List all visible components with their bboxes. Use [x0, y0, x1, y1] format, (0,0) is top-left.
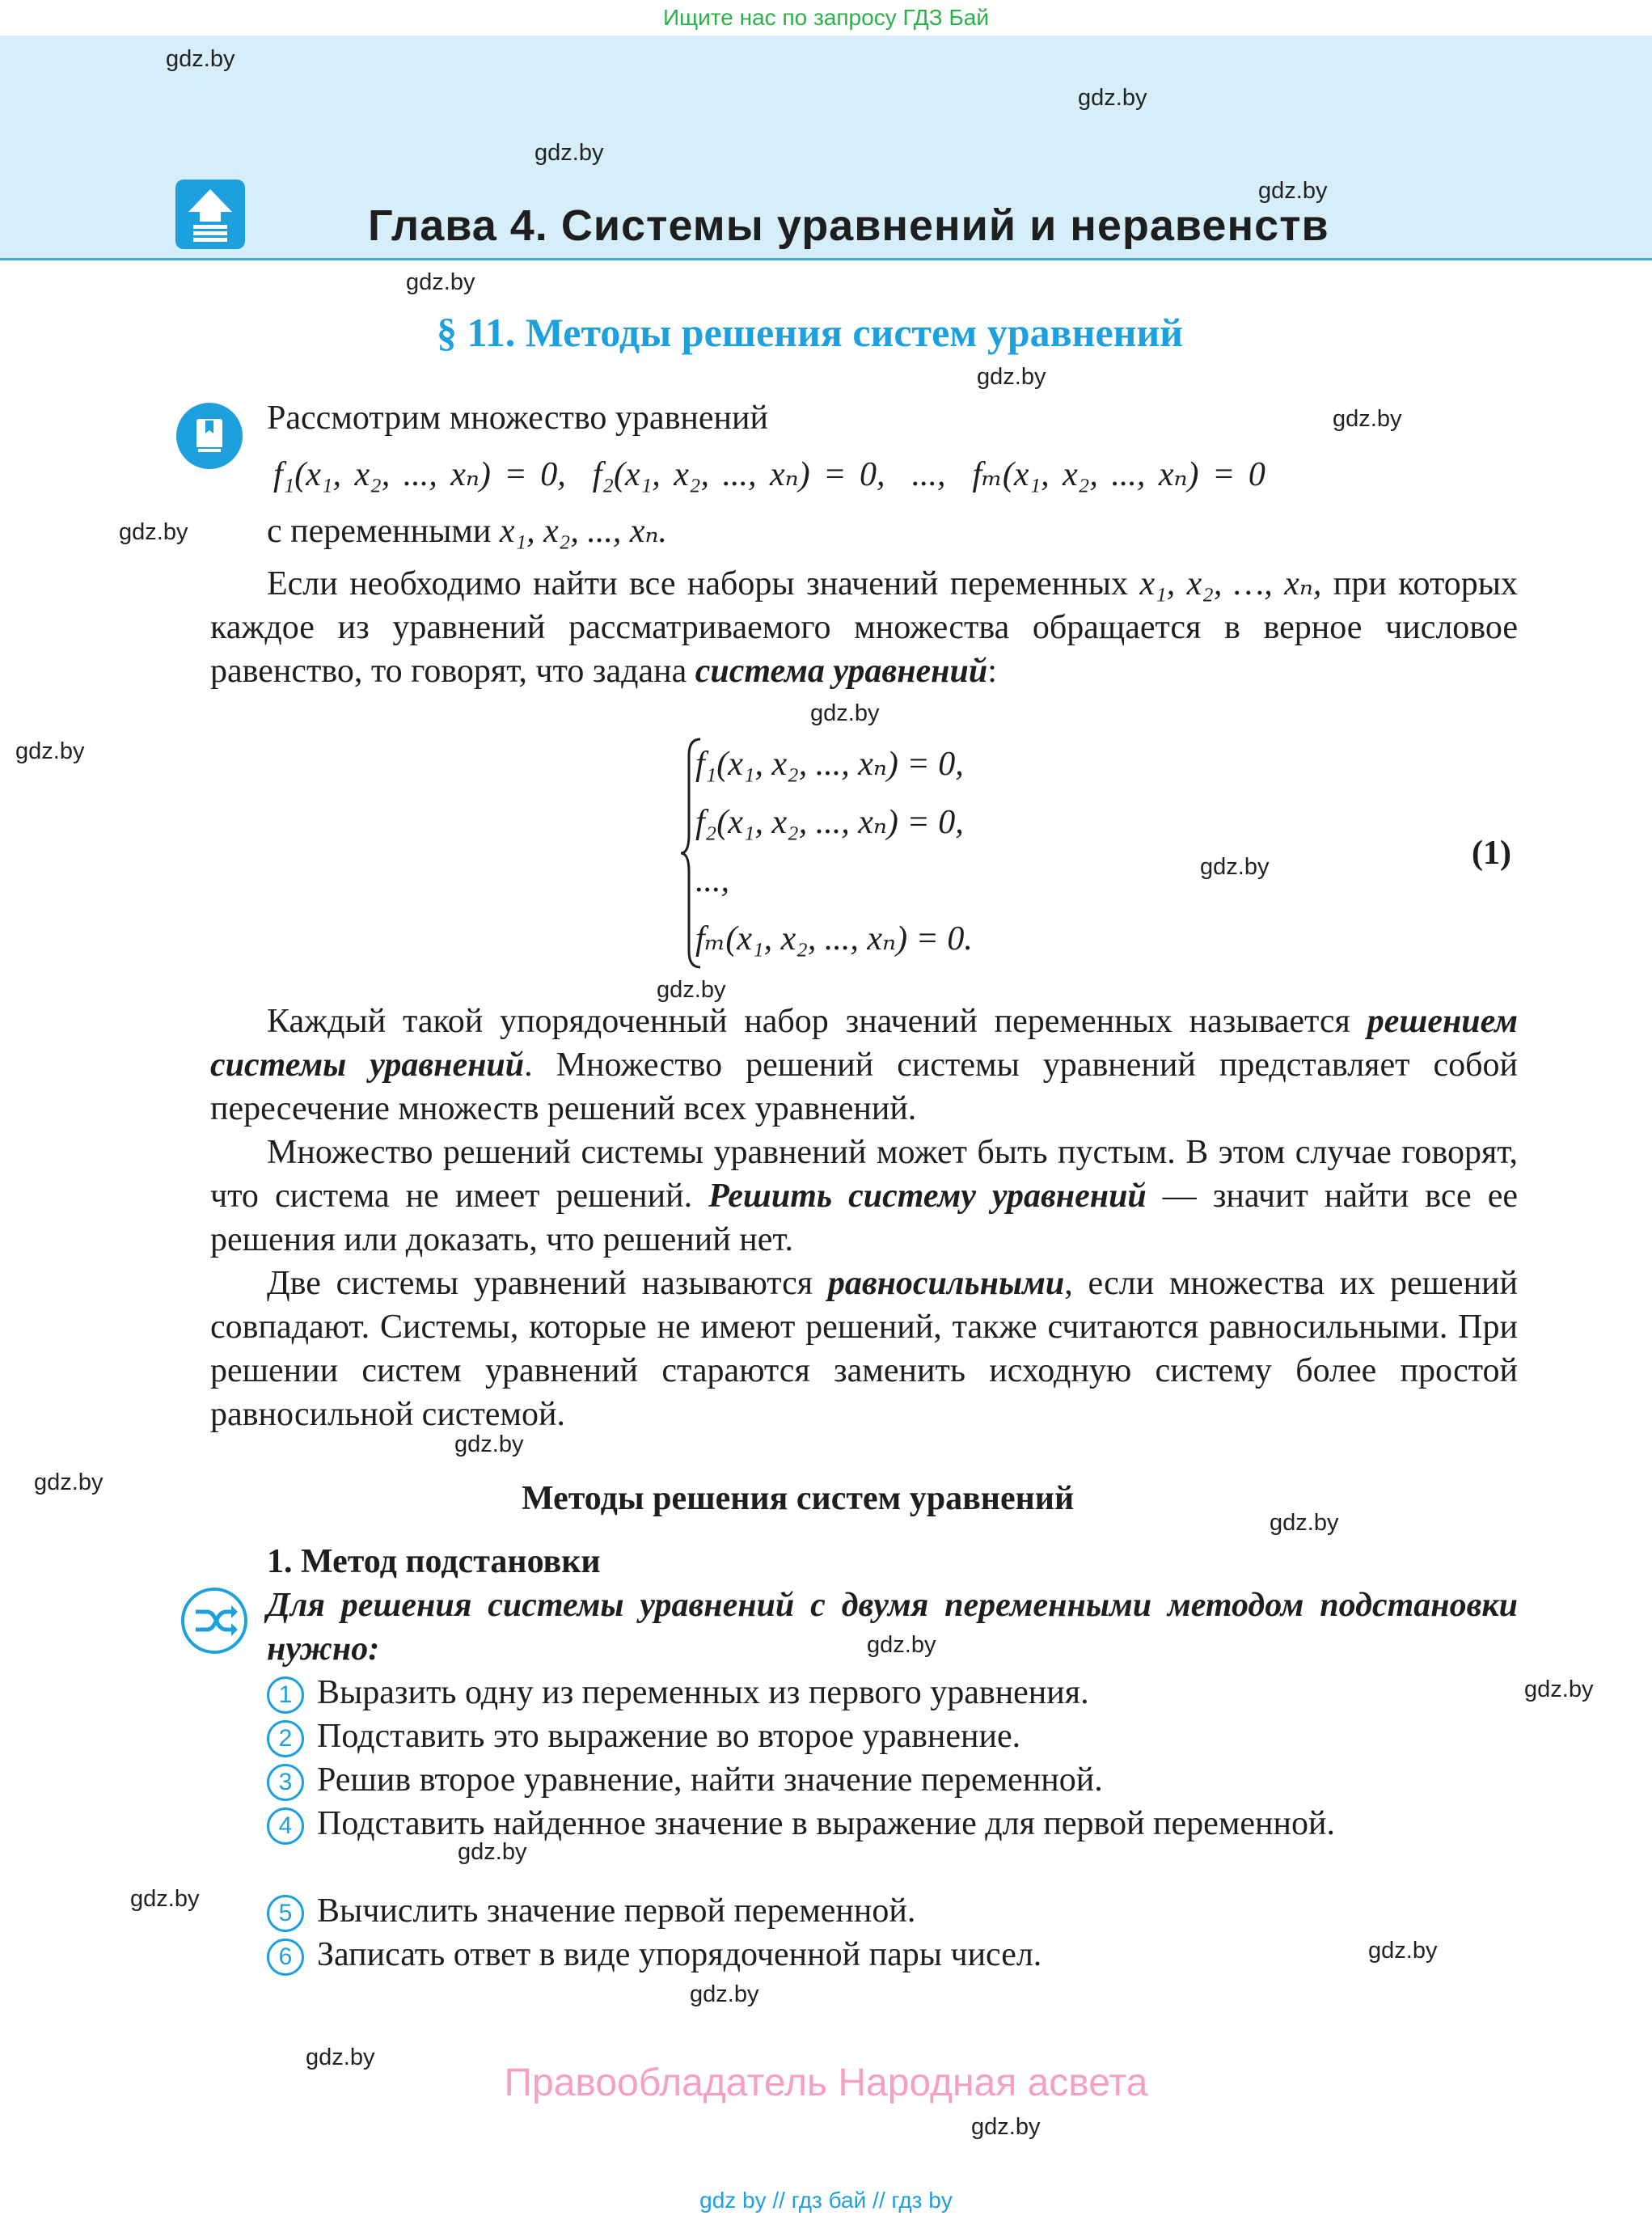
watermark: gdz.by	[657, 977, 726, 1003]
equation-fm: fₘ(x₁, x₂, ..., xₙ) = 0	[972, 456, 1265, 493]
watermark: gdz.by	[15, 738, 85, 764]
watermark: gdz.by	[1524, 1676, 1594, 1702]
shuffle-icon	[181, 1588, 247, 1654]
step-item: 4 Подставить найденное значение в выражение для первой переменной.	[210, 1802, 1518, 1846]
watermark: gdz.by	[406, 269, 475, 295]
watermark: gdz.by	[867, 1632, 936, 1658]
step-number: 2	[267, 1720, 304, 1757]
watermark: gdz.by	[534, 140, 604, 166]
step-item: 2 Подставить это выражение во второе уравнение.	[267, 1715, 1518, 1758]
step-item: 6 Записать ответ в виде упорядоченной пары чисел.	[267, 1933, 1518, 1977]
section-title: § 11. Методы решения систем уравнений	[437, 310, 1184, 355]
watermark: gdz.by	[1270, 1510, 1339, 1536]
step-number: 3	[267, 1764, 304, 1801]
step-number: 1	[267, 1676, 304, 1714]
paragraph-system-definition: Если необходимо найти все наборы значений переменных x₁, x₂, …, xₙ, при которых каждое из уравнений рассматриваемого множества обращается в верное числовое равенство, то говорят, что задана система уравнений:	[210, 565, 1519, 690]
equation-f2: f₂(x₁, x₂, ..., xₙ) = 0,	[592, 456, 885, 493]
method-1-heading: 1. Метод подстановки	[267, 1543, 601, 1580]
variables-label: с переменными	[267, 513, 492, 550]
top-banner: Ищите нас по запросу ГДЗ Бай	[662, 5, 990, 30]
book-icon	[176, 403, 243, 469]
watermark: gdz.by	[166, 46, 235, 72]
equation-f1: f₁(x₁, x₂, ..., xₙ) = 0,	[273, 456, 566, 493]
system-row: fₘ(x₁, x₂, ..., xₙ) = 0.	[695, 920, 973, 958]
term-equivalent: равносильными	[827, 1265, 1065, 1302]
term-solution: решением системы уравнений	[210, 1003, 1519, 1084]
chapter-title: Глава 4. Системы уравнений и неравенств	[368, 201, 1329, 250]
equation-set	[273, 453, 1265, 497]
watermark: gdz.by	[1258, 178, 1328, 204]
variables-list: x₁, x₂, ..., xₙ.	[499, 513, 668, 550]
watermark: gdz.by	[977, 364, 1046, 390]
watermark: gdz.by	[306, 2044, 375, 2070]
step-item: 5 Вычислить значение первой переменной.	[267, 1889, 1518, 1933]
system-row: ...,	[695, 862, 729, 899]
home-arrow-icon	[175, 180, 245, 249]
intro-line: Рассмотрим множество уравнений	[267, 400, 768, 437]
step-item: 1 Выразить одну из переменных из первого уравнения.	[267, 1671, 1518, 1715]
paragraph-empty-set: Множество решений системы уравнений может быть пустым. В этом случае говорят, что система не имеет решений. Решить систему уравнений — значит найти все ее решения или доказать, что решений нет.	[210, 1134, 1518, 1258]
watermark: gdz.by	[971, 2114, 1041, 2140]
step-number: 6	[267, 1939, 304, 1976]
variables-line	[267, 509, 667, 553]
step-item: 3 Решив второе уравнение, найти значение переменной.	[267, 1758, 1518, 1802]
system-row: f₂(x₁, x₂, ..., xₙ) = 0,	[695, 804, 964, 841]
term-solve: Решить систему уравнений	[708, 1178, 1147, 1215]
step-number: 4	[267, 1808, 304, 1845]
system-row: f₁(x₁, x₂, ..., xₙ) = 0,	[695, 746, 964, 783]
watermark: gdz.by	[690, 1981, 759, 2007]
methods-heading: Методы решения систем уравнений	[522, 1480, 1075, 1517]
watermark: gdz.by	[1333, 406, 1402, 432]
watermark: gdz.by	[130, 1886, 200, 1912]
watermark: gdz.by	[1200, 854, 1270, 880]
watermark: gdz.by	[34, 1469, 104, 1495]
paragraph-solution: Каждый такой упорядоченный набор значений переменных называется решением системы уравнений. Множество решений системы уравнений представляет собой пересечение множеств решений всех уравнений.	[210, 1003, 1519, 1127]
equation-number: (1)	[1472, 835, 1511, 872]
copyright-notice: Правообладатель Народная асвета	[504, 2061, 1148, 2104]
watermark: gdz.by	[1368, 1938, 1438, 1964]
footer-links[interactable]: gdz by // гдз бай // гдз by	[699, 2188, 953, 2213]
watermark: gdz.by	[119, 519, 188, 545]
paragraph-equivalence: Две системы уравнений называются равносильными, если множества их решений совпадают. Системы, которые не имеют решений, также считаются равносильными. При решении систем уравнений стараются заменить исходную систему более простой равносильной системой.	[210, 1265, 1518, 1433]
watermark: gdz.by	[454, 1431, 524, 1457]
watermark: gdz.by	[458, 1839, 527, 1865]
watermark: gdz.by	[1078, 85, 1147, 111]
method-1-intro: Для решения системы уравнений с двумя переменными методом подстановки нужно:	[267, 1587, 1518, 1668]
watermark: gdz.by	[810, 700, 880, 726]
term-system: система уравнений	[695, 653, 988, 690]
header-divider	[0, 258, 1652, 260]
equation-dots: ...,	[911, 456, 946, 493]
step-number: 5	[267, 1895, 304, 1932]
